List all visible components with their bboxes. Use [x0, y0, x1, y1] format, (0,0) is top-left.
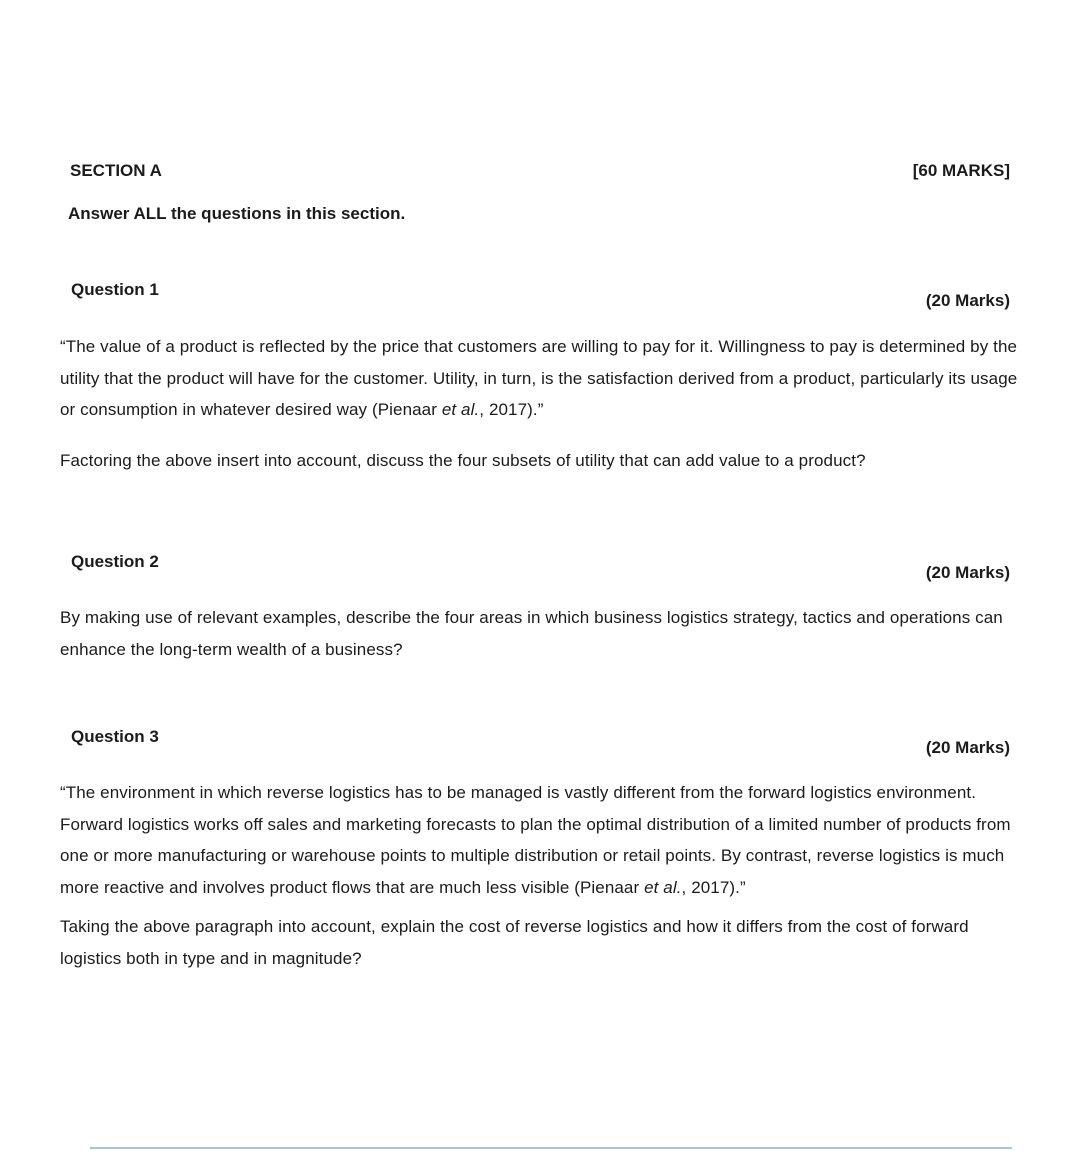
question-2-header-row [71, 551, 1010, 582]
question-2-marks: (20 Marks) [925, 563, 1010, 582]
question-1-prompt-paragraph: Factoring the above insert into account, discuss the four subsets of utility that can add value to a product? [60, 451, 866, 470]
question-2-prompt-paragraph: By making use of relevant examples, describe the four areas in which business logistics strategy, tactics and operations can enhance the long-term wealth of a business? [60, 608, 1003, 659]
question-1-header-row [71, 279, 1010, 310]
question-3-title: Question 3 [71, 727, 159, 746]
question-3-marks: (20 Marks) [925, 738, 1010, 757]
section-header-row [70, 160, 1010, 182]
question-1-marks: (20 Marks) [925, 291, 1010, 310]
quote-text-end: , 2017).” [681, 877, 746, 897]
question-3-header-row [71, 726, 1010, 757]
question-3-prompt-paragraph: Taking the above paragraph into account, explain the cost of reverse logistics and how it differs from the cost of forward logistics both in type and in magnitude? [60, 917, 969, 968]
page-bottom-divider [90, 1147, 1012, 1149]
quote-citation-et-al: et al. [644, 877, 682, 897]
section-title: SECTION A [70, 161, 162, 180]
quote-citation-et-al: et al. [441, 400, 480, 419]
quote-text: “The environment in which reverse logistics has to be managed is vastly different from the forward logistics environment. Forward logistics works off sales and marketing forecasts to plan the optimal distribution of a limited number of products from one or more manufacturing or warehouse points to multiple distribution or retail points. By contrast, reverse logistics is much more reactive and involves product flows that are much less visible (Pienaar [60, 783, 1011, 897]
question-3-quote-paragraph [60, 777, 1018, 903]
quote-text-end: , 2017).” [479, 400, 544, 419]
section-marks: [60 MARKS] [912, 161, 1010, 180]
question-2-title: Question 2 [71, 552, 159, 571]
question-1-quote-paragraph [60, 331, 1018, 426]
question-1-title: Question 1 [71, 280, 159, 299]
section-instruction: Answer ALL the questions in this section. [68, 204, 406, 223]
quote-text: “The value of a product is reflected by the price that customers are willing to pay for it. Willingness to pay is determined by the utility that the product will have for the customer. Utility, in turn, is the satisfaction derived from a product, particularly its usage or consumption in whatever desired way (Pienaar [60, 337, 1018, 419]
